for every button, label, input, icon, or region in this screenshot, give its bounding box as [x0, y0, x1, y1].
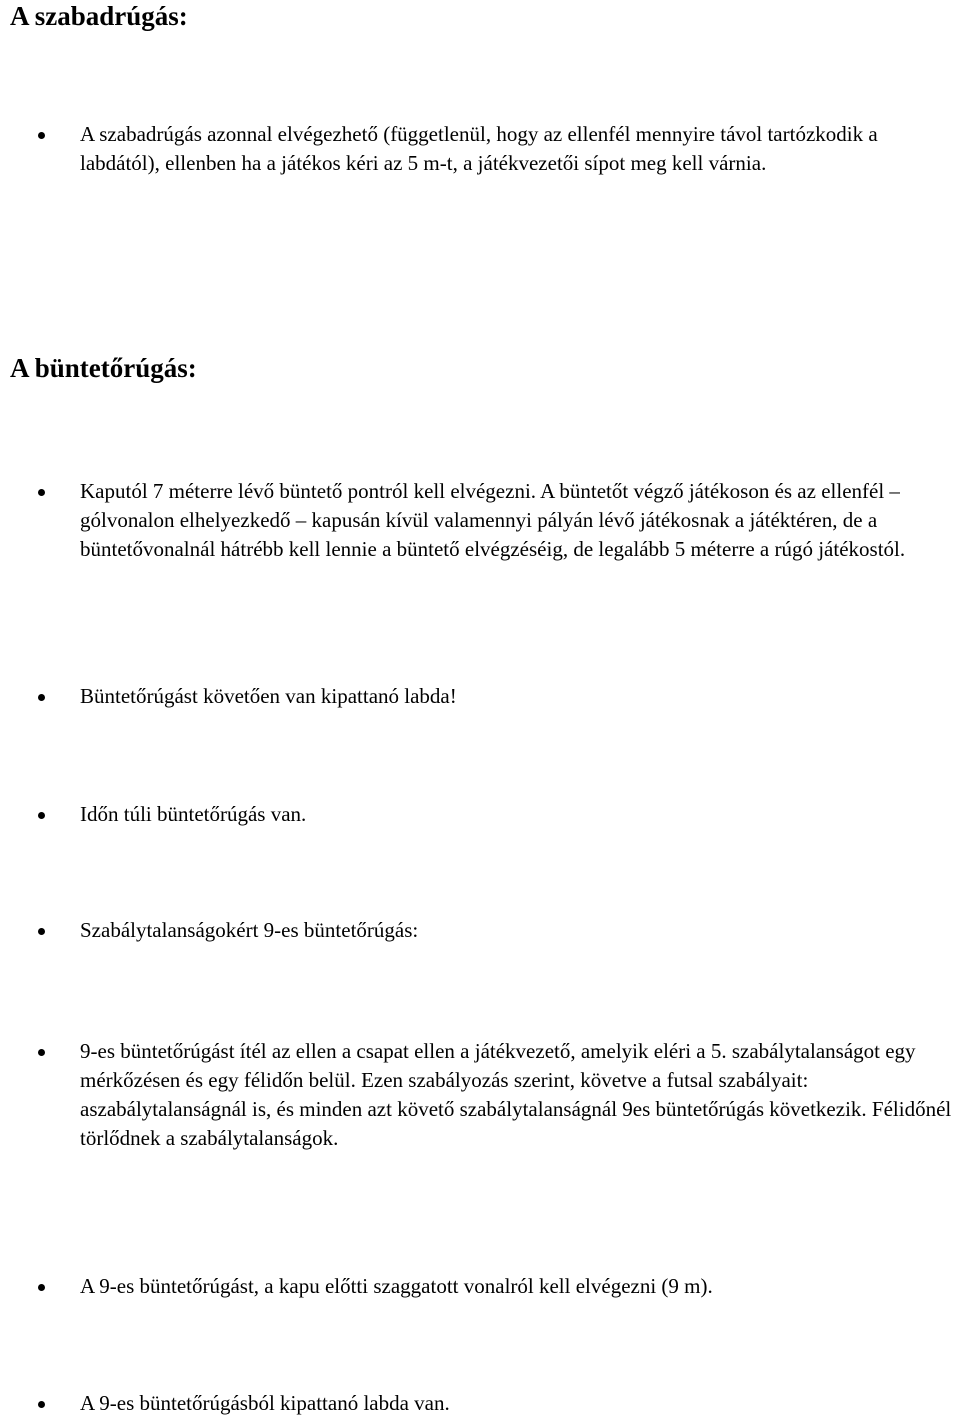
section-heading-free-kick: A szabadrúgás: [10, 1, 188, 31]
bullet-icon [38, 694, 45, 701]
bullet-icon [38, 812, 45, 819]
list-item-text: Szabálytalanságokért 9-es büntetőrúgás: [80, 918, 419, 942]
list-item-text: A 9-es büntetőrúgást, a kapu előtti szaggatott vonalról kell elvégezni (9 m). [80, 1274, 713, 1298]
bullet-icon [38, 1401, 45, 1408]
bullet-icon [38, 489, 45, 496]
list-item-text: Időn túli büntetőrúgás van. [80, 802, 307, 826]
bullet-icon [38, 1284, 45, 1291]
bullet-icon [38, 132, 45, 139]
list-item-text: Büntetőrúgást követően van kipattanó labda! [80, 684, 457, 708]
list-item-text: Kaputól 7 méterre lévő büntető pontról kell elvégezni. A büntetőt végző játékoson és az ellenfél – gólvonalon elhelyezkedő – kapusán kívül valamennyi pályán lévő játékosnak a játéktéren, de a büntetővonalnál hátrébb kell lennie a büntető elvégzéséig, de legalább 5 méterre a rúgó játékostól. [80, 479, 906, 561]
list-item-text: A 9-es büntetőrúgásból kipattanó labda van. [80, 1391, 450, 1415]
bullet-icon [38, 1049, 45, 1056]
list-item-text: 9-es büntetőrúgást ítél az ellen a csapat ellen a játékvezető, amelyik eléri a 5. szabálytalanságot egy mérkőzésen és egy félidőn belül. Ezen szabályozás szerint, követve a futsal szabályait: aszabálytalanságnál is, és minden azt követő szabálytalanságnál 9es büntetőrúgás következik. Félidőnél törlődnek a szabálytalanságok. [80, 1039, 952, 1150]
list-item-text: A szabadrúgás azonnal elvégezhető (függetlenül, hogy az ellenfél mennyire távol tartózkodik a labdától), ellenben ha a játékos kéri az 5 m-t, a játékvezetői sípot meg kell várnia. [80, 122, 878, 175]
bullet-icon [38, 928, 45, 935]
section-heading-penalty-kick: A büntetőrúgás: [10, 353, 197, 383]
